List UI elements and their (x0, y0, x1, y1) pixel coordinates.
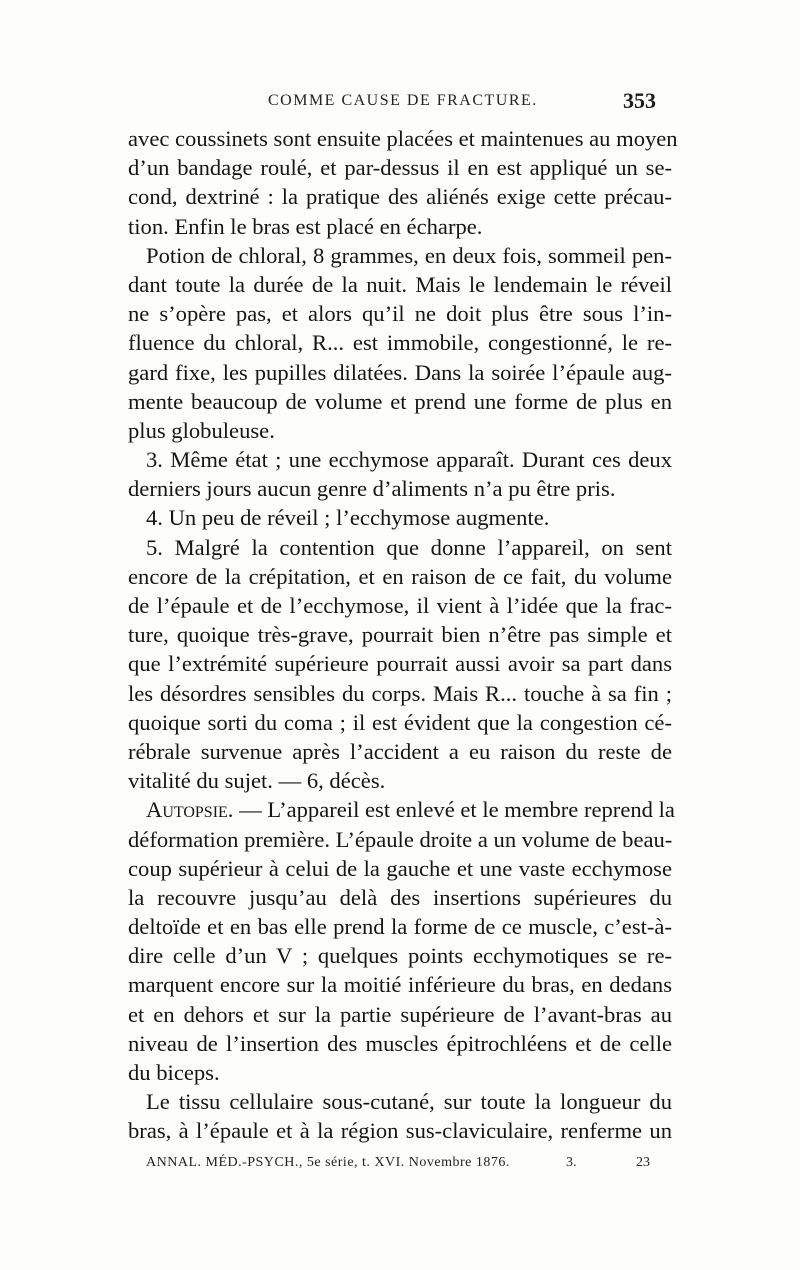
text-line: gard fixe, les pupilles dilatées. Dans la soirée l’épaule aug- (128, 359, 672, 385)
text-line: ne s’opère pas, et alors qu’il ne doit plus être sous l’in- (128, 301, 672, 327)
text-line: de l’épaule et de l’ecchymose, il vient à l’idée que la frac- (128, 593, 672, 618)
text-line: les désordres sensibles du corps. Mais R... touche à sa fin ; (128, 680, 672, 706)
page-number: 353 (623, 88, 656, 113)
text-line: dire celle d’un V ; quelques points ecchymotiques se re- (128, 943, 672, 969)
text-line: bras, à l’épaule et à la région sus-claviculaire, renferme un (128, 1118, 672, 1144)
text-line: fluence du chloral, R... est immobile, congestionné, le re- (128, 330, 672, 356)
signature-volume: 3. (566, 1155, 577, 1170)
text-line: rébrale survenue après l’accident a eu raison du reste de (128, 738, 672, 764)
text-line: Potion de chloral, 8 grammes, en deux fois, sommeil pen- (146, 242, 672, 268)
running-title: COMME CAUSE DE FRACTURE. (268, 92, 538, 109)
text-line: plus globuleuse. (128, 417, 275, 443)
text-line: Le tissu cellulaire sous-cutané, sur toute la longueur du (146, 1089, 672, 1115)
text-line: derniers jours aucun genre d’aliments n’a pu être pris. (128, 476, 616, 502)
signature-text: ANNAL. MÉD.-PSYCH., 5e série, t. XVI. Novembre 1876. (146, 1155, 510, 1170)
autopsie-label: Autopsie. — (146, 797, 262, 823)
text-line: avec coussinets sont ensuite placées et maintenues au moyen (128, 126, 678, 151)
signature-sheet: 23 (636, 1155, 650, 1170)
text-line: marquent encore sur la moitié inférieure du bras, en dedans (128, 972, 672, 998)
text-line (128, 795, 675, 824)
text-line: cond, dextriné : la pratique des aliénés exige cette précau- (128, 184, 672, 210)
text-line: mente beaucoup de volume et prend une forme de plus en (128, 388, 672, 414)
text-line: et en dehors et sur la partie supérieure de l’avant-bras au (128, 1001, 672, 1027)
text-line-rest: L’appareil est enlevé et le membre reprend la (267, 797, 675, 823)
text-line: deltoïde et en bas elle prend la forme de ce muscle, c’est-à- (128, 914, 672, 940)
text-line: dant toute la durée de la nuit. Mais le lendemain le réveil (128, 271, 672, 297)
text-line: coup supérieur à celui de la gauche et une vaste ecchymose (128, 855, 672, 881)
running-head (128, 88, 656, 116)
text-line: encore de la crépitation, et en raison de ce fait, du volume (128, 563, 672, 589)
text-line: 5. Malgré la contention que donne l’appareil, on sent (146, 534, 672, 560)
text-line: 4. Un peu de réveil ; l’ecchymose augmente. (146, 505, 550, 531)
text-line: déformation première. L’épaule droite a un volume de beau- (128, 826, 673, 852)
text-line: vitalité du sujet. — 6, décès. (128, 768, 386, 794)
text-line: quoique sorti du coma ; il est évident que la congestion cé- (128, 709, 672, 735)
text-line: tion. Enfin le bras est placé en écharpe. (128, 213, 483, 239)
text-line: niveau de l’insertion des muscles épitrochléens et de celle (128, 1030, 672, 1056)
text-line: la recouvre jusqu’au delà des insertions supérieures du (128, 884, 672, 910)
text-line: du biceps. (128, 1060, 220, 1085)
body-text (128, 124, 678, 1146)
text-line: ture, quoique très-grave, pourrait bien n’être pas simple et (128, 622, 672, 648)
printer-signature (146, 1155, 666, 1177)
text-line: que l’extrémité supérieure pourrait aussi avoir sa part dans (128, 651, 672, 677)
text-line: 3. Même état ; une ecchymose apparaît. Durant ces deux (146, 447, 672, 473)
text-line: d’un bandage roulé, et par-dessus il en est appliqué un se- (128, 155, 672, 181)
